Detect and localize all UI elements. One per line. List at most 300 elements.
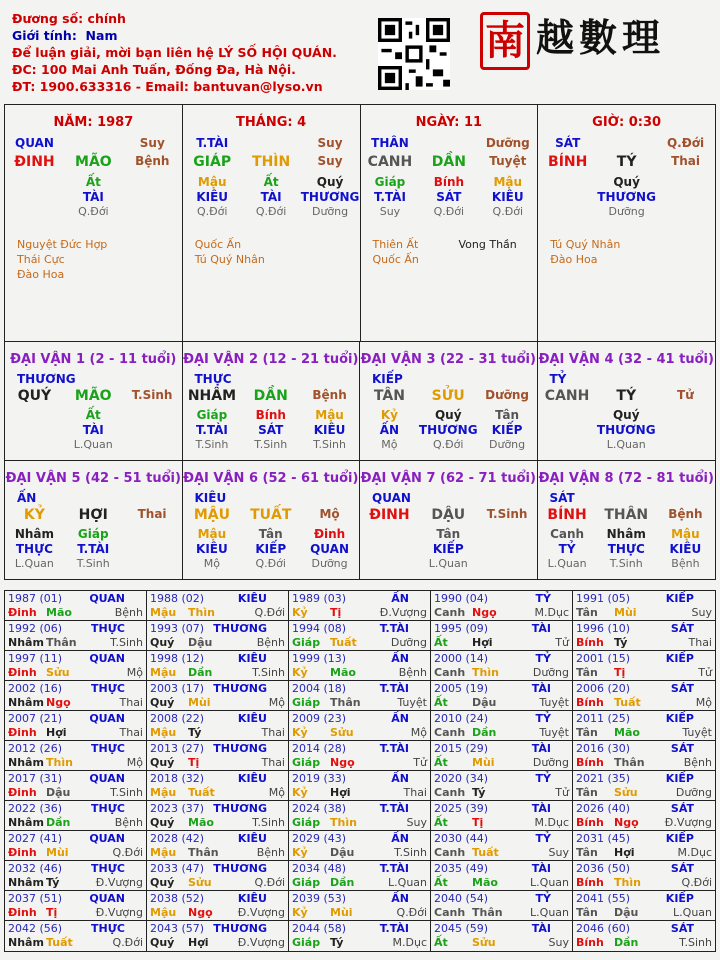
dai-van-title: ĐẠI VẬN 8 (72 - 81 tuổi) — [538, 470, 714, 486]
ten-god: T.TÀI — [196, 136, 229, 150]
year-branch: Mùi — [330, 906, 353, 919]
hidden-god: THƯƠNG — [597, 190, 656, 204]
year-stem: Kỷ — [292, 666, 308, 679]
hidden-stage: Dưỡng — [489, 438, 526, 451]
year-ten-god: KIÊU — [237, 712, 267, 725]
dai-van-title: ĐẠI VẬN 2 (12 - 21 tuổi) — [183, 352, 359, 367]
year-stage: Thai — [119, 726, 143, 739]
dai-van-ten-god: SÁT — [549, 490, 575, 505]
dai-van-5 — [5, 461, 183, 580]
year-stage: Q.Đới — [396, 906, 427, 919]
hidden-stem-cell — [183, 175, 242, 219]
year-stage: Bệnh — [256, 846, 285, 859]
year-label: 1991 (05) — [576, 592, 631, 605]
hidden-stage: Q.Đới — [433, 205, 465, 218]
hidden-stage: Q.Đới — [78, 205, 109, 218]
heavenly-stem: BÍNH — [548, 154, 588, 170]
hidden-stem-cell — [183, 527, 242, 571]
year-ten-god: TỶ — [535, 832, 551, 845]
year-cell — [147, 771, 289, 801]
year-cell — [147, 921, 289, 951]
year-top — [150, 892, 285, 906]
year-bottom — [434, 876, 569, 890]
hidden-god: TÀI — [260, 190, 282, 204]
year-label: 2039 (53) — [292, 892, 347, 905]
year-branch: Tý — [46, 876, 60, 889]
year-label: 1987 (01) — [8, 592, 63, 605]
year-stage: M.Dục — [534, 606, 569, 619]
growth-stage: Q.Đới — [666, 136, 705, 150]
earthly-branch: THÂN — [604, 506, 649, 523]
year-stage: Suy — [548, 846, 569, 859]
year-bottom — [8, 816, 143, 830]
year-cell — [5, 861, 147, 891]
year-branch: Tý — [330, 936, 344, 949]
hidden-stems — [183, 175, 360, 219]
year-ten-god: SÁT — [670, 682, 694, 695]
year-stem: Mậu — [150, 666, 177, 679]
year-top — [150, 592, 285, 606]
year-bottom — [434, 636, 569, 650]
year-cell — [147, 591, 289, 621]
year-ten-god: KIÊU — [237, 832, 267, 845]
year-stage: Tử — [698, 666, 712, 679]
dai-van-title: ĐẠI VẬN 3 (22 - 31 tuổi) — [360, 352, 536, 367]
year-top — [576, 652, 712, 666]
year-top — [150, 772, 285, 786]
year-cell — [5, 801, 147, 831]
year-bottom — [150, 636, 285, 650]
hidden-stage: Dưỡng — [311, 556, 348, 570]
year-ten-god: THƯƠNG — [213, 742, 267, 755]
year-stage: Tuyệt — [682, 726, 712, 739]
year-stage: L.Quan — [530, 906, 569, 919]
year-branch: Dậu — [472, 696, 497, 709]
hidden-god: THỰC — [15, 541, 53, 556]
year-bottom — [576, 906, 712, 920]
year-stem: Đinh — [8, 906, 37, 919]
year-label: 2026 (40) — [576, 802, 631, 815]
year-label: 1993 (07) — [150, 622, 205, 635]
year-branch: Tị — [46, 906, 58, 919]
year-branch: Mão — [188, 816, 214, 829]
year-stem: Kỷ — [292, 606, 308, 619]
year-top — [576, 832, 712, 846]
hidden-stem: Bính — [255, 408, 286, 422]
year-branch: Sửu — [614, 786, 638, 799]
year-bottom — [150, 696, 285, 710]
year-stem: Mậu — [150, 786, 177, 799]
hidden-god: KIẾP — [432, 541, 464, 556]
year-stage: L.Quan — [673, 906, 712, 919]
year-cell — [573, 621, 715, 651]
hidden-stage: T.Sinh — [254, 438, 288, 451]
year-label: 2001 (15) — [576, 652, 631, 665]
annual-luck-table — [4, 590, 716, 952]
four-pillars-panel — [4, 104, 716, 342]
hidden-stem-cell — [360, 527, 537, 571]
pillar-title: NĂM: 1987 — [53, 115, 134, 130]
year-label: 1992 (06) — [8, 622, 63, 635]
year-stem: Quý — [150, 636, 175, 649]
year-ten-god: KIÊU — [237, 592, 267, 605]
growth-stage: Bệnh — [668, 506, 703, 521]
growth-stage: T.Sinh — [486, 506, 528, 521]
year-label: 2025 (39) — [434, 802, 489, 815]
hidden-god: THƯƠNG — [418, 423, 478, 437]
year-stage: Mộ — [695, 696, 712, 709]
hidden-stem-cell — [183, 408, 242, 452]
year-ten-god: THƯƠNG — [213, 922, 267, 935]
earthly-branch: MÃO — [75, 154, 112, 170]
year-ten-god: THỰC — [91, 922, 125, 935]
spacer — [64, 136, 123, 150]
year-bottom — [576, 696, 712, 710]
year-top — [8, 832, 143, 846]
year-stage: Đ.Vượng — [664, 816, 712, 829]
year-top — [150, 922, 285, 936]
year-top — [8, 622, 143, 636]
year-ten-god: TÀI — [531, 682, 551, 695]
year-cell — [289, 861, 431, 891]
year-stage: Thai — [688, 636, 712, 649]
year-stage: Bệnh — [683, 756, 712, 769]
year-branch: Hợi — [188, 936, 209, 949]
year-cell — [147, 831, 289, 861]
year-top — [434, 832, 569, 846]
dai-van-stem-branch — [5, 507, 182, 523]
subject-name: Đương số: chính — [12, 11, 126, 26]
earthly-branch: TÝ — [616, 154, 637, 170]
year-top — [292, 652, 427, 666]
year-bottom — [8, 786, 143, 800]
year-ten-god: ẤN — [391, 832, 409, 845]
year-cell — [431, 921, 573, 951]
hidden-god: T.TÀI — [77, 541, 110, 556]
year-stem: Bính — [576, 876, 604, 889]
year-label: 2037 (51) — [8, 892, 63, 905]
year-stem: Ất — [434, 756, 448, 769]
dai-van-title: ĐẠI VẬN 6 (52 - 61 tuổi) — [183, 470, 359, 486]
dai-van-1 — [5, 342, 183, 461]
year-stage: M.Dục — [677, 846, 712, 859]
hidden-stem: Ất — [85, 175, 101, 189]
year-top — [150, 682, 285, 696]
hidden-god: TỶ — [558, 541, 576, 556]
hidden-stems — [5, 408, 182, 452]
hidden-stem-cell — [64, 527, 123, 571]
year-label: 2003 (17) — [150, 682, 205, 695]
year-ten-god: THƯƠNG — [213, 802, 267, 815]
year-bottom — [292, 846, 427, 860]
year-stem: Bính — [576, 816, 604, 829]
hidden-stage: L.Quan — [73, 438, 113, 451]
year-bottom — [150, 876, 285, 890]
year-top — [434, 802, 569, 816]
chart-header — [12, 10, 382, 95]
year-ten-god: KIẾP — [665, 832, 694, 845]
growth-stage: Tử — [677, 388, 694, 402]
year-ten-god: ẤN — [391, 592, 409, 605]
year-cell — [289, 621, 431, 651]
dai-van-4 — [538, 342, 716, 461]
year-stem: Quý — [150, 936, 175, 949]
year-stem: Giáp — [292, 756, 321, 769]
hidden-stem: Mậu — [493, 175, 523, 189]
year-ten-god: T.TÀI — [379, 802, 409, 815]
year-branch: Thân — [188, 846, 219, 859]
year-cell — [147, 801, 289, 831]
year-top — [150, 652, 285, 666]
star-name: Tú Quý Nhân — [550, 238, 621, 251]
hidden-stem-cell — [419, 175, 478, 219]
earthly-branch: THÌN — [252, 154, 291, 170]
year-stage: Tuyệt — [539, 726, 569, 739]
year-branch: Tý — [614, 636, 628, 649]
heavenly-stem: ĐINH — [369, 506, 410, 523]
year-ten-god: T.TÀI — [379, 682, 409, 695]
hidden-god: QUAN — [310, 541, 350, 556]
year-cell — [147, 891, 289, 921]
hidden-stem-cell — [656, 527, 715, 571]
year-label: 2010 (24) — [434, 712, 489, 725]
year-label: 1988 (02) — [150, 592, 205, 605]
year-label: 1996 (10) — [576, 622, 631, 635]
earthly-branch: DẦN — [431, 154, 466, 170]
year-label: 2009 (23) — [292, 712, 347, 725]
year-label: 2029 (43) — [292, 832, 347, 845]
year-ten-god: T.TÀI — [379, 742, 409, 755]
year-stage: Dưỡng — [532, 756, 569, 769]
year-bottom — [150, 786, 285, 800]
hidden-stem: Canh — [550, 526, 585, 541]
year-branch: Tị — [614, 666, 626, 679]
year-label: 2028 (42) — [150, 832, 205, 845]
year-ten-god: KIẾP — [665, 892, 694, 905]
star-name: Thiên Ất — [372, 238, 419, 251]
year-bottom — [434, 816, 569, 830]
red-seal-stamp: 南 — [480, 12, 530, 70]
year-label: 1990 (04) — [434, 592, 489, 605]
hidden-stem: Bính — [433, 175, 465, 189]
year-cell — [289, 741, 431, 771]
year-branch: Ngọ — [46, 696, 71, 709]
ten-god: SÁT — [555, 136, 581, 150]
hidden-stem: Mậu — [671, 526, 700, 541]
year-branch: Dần — [188, 666, 213, 679]
hidden-stage: Q.Đới — [433, 438, 464, 451]
hidden-stage: Q.Đới — [255, 205, 287, 218]
year-branch: Hợi — [330, 786, 351, 799]
year-ten-god: SÁT — [670, 622, 694, 635]
branch-stage: Bệnh — [135, 154, 170, 168]
year-branch: Tị — [330, 606, 342, 619]
dai-van-6 — [183, 461, 361, 580]
year-ten-god: TÀI — [531, 922, 551, 935]
hidden-stem-cell — [300, 408, 359, 452]
hidden-god: KIÊU — [196, 190, 229, 204]
qr-code[interactable] — [378, 18, 450, 90]
year-ten-god: KIẾP — [665, 712, 694, 725]
year-stem: Canh — [434, 846, 466, 859]
year-ten-god: THỰC — [91, 622, 125, 635]
earthly-branch: DẬU — [431, 506, 466, 523]
year-bottom — [434, 936, 569, 950]
year-stem: Bính — [576, 936, 604, 949]
year-cell — [431, 741, 573, 771]
year-stage: Dưỡng — [390, 636, 427, 649]
star-name: Quốc Ấn — [194, 238, 242, 251]
dai-van-8 — [538, 461, 716, 580]
hidden-stage: Q.Đới — [196, 205, 228, 218]
year-ten-god: TỶ — [535, 652, 551, 665]
year-stage: Thai — [261, 756, 285, 769]
year-top — [576, 622, 712, 636]
year-label: 2036 (50) — [576, 862, 631, 875]
year-branch: Tý — [188, 726, 202, 739]
year-cell — [573, 831, 715, 861]
year-cell — [147, 711, 289, 741]
year-cell — [289, 831, 431, 861]
year-cell — [431, 711, 573, 741]
dai-van-ten-god: QUAN — [372, 490, 411, 505]
year-cell — [289, 801, 431, 831]
hidden-stem-cell — [360, 408, 419, 452]
year-top — [576, 682, 712, 696]
year-branch: Thìn — [614, 876, 641, 889]
hidden-stem-cell — [597, 527, 656, 571]
hidden-stem-cell — [242, 175, 301, 219]
year-top — [434, 682, 569, 696]
year-ten-god: THỰC — [91, 862, 125, 875]
year-ten-god: T.TÀI — [379, 862, 409, 875]
year-stem: Đinh — [8, 666, 37, 679]
star-name: Đào Hoa — [17, 268, 65, 281]
year-label: 2005 (19) — [434, 682, 489, 695]
year-stem: Đinh — [8, 846, 37, 859]
year-ten-god: TÀI — [531, 742, 551, 755]
year-cell — [431, 861, 573, 891]
year-ten-god: SÁT — [670, 742, 694, 755]
year-cell — [5, 651, 147, 681]
year-stem: Nhâm — [8, 936, 44, 949]
year-branch: Thìn — [46, 756, 73, 769]
growth-stage: Dưỡng — [485, 136, 530, 150]
hidden-stage: Mộ — [203, 556, 221, 570]
year-stage: Đ.Vượng — [237, 936, 285, 949]
year-cell — [289, 771, 431, 801]
year-stage: Q.Đới — [254, 876, 285, 889]
hidden-stem-cell — [538, 175, 715, 219]
heavenly-stem: CANH — [544, 388, 590, 404]
year-label: 2011 (25) — [576, 712, 631, 725]
star-name: Thái Cực — [17, 253, 65, 266]
branch-stage: Thai — [671, 154, 701, 168]
hidden-stem-cell — [5, 527, 64, 571]
hidden-god: THƯƠNG — [596, 423, 656, 437]
year-label: 2004 (18) — [292, 682, 347, 695]
year-cell — [573, 801, 715, 831]
year-branch: Ngọ — [472, 606, 497, 619]
year-stem: Tân — [576, 726, 598, 739]
year-cell — [573, 771, 715, 801]
pillar-ten-god-row — [183, 136, 360, 150]
year-stem: Ất — [434, 816, 448, 829]
year-bottom — [8, 666, 143, 680]
year-stem: Kỷ — [292, 786, 308, 799]
year-bottom — [8, 936, 143, 950]
year-stem: Kỷ — [292, 906, 308, 919]
year-bottom — [576, 936, 712, 950]
hidden-stage: Q.Đới — [255, 556, 286, 570]
year-top — [8, 712, 143, 726]
hidden-stem: Mậu — [315, 408, 344, 422]
year-stem: Tân — [576, 666, 598, 679]
year-bottom — [576, 756, 712, 770]
year-branch: Dần — [46, 816, 71, 829]
year-cell — [5, 831, 147, 861]
year-bottom — [150, 726, 285, 740]
year-label: 2006 (20) — [576, 682, 631, 695]
dai-van-stem-branch — [183, 388, 360, 404]
year-stage: Thai — [261, 726, 285, 739]
dai-van-panel — [4, 342, 716, 580]
year-stem: Đinh — [8, 786, 37, 799]
year-ten-god: KIẾP — [665, 592, 694, 605]
year-ten-god: T.TÀI — [379, 922, 409, 935]
year-label: 1989 (03) — [292, 592, 347, 605]
hidden-stage: L.Quan — [547, 556, 587, 570]
year-ten-god: TỶ — [535, 592, 551, 605]
year-bottom — [8, 696, 143, 710]
spacer — [242, 136, 301, 150]
year-stem: Bính — [576, 636, 604, 649]
year-stem: Mậu — [150, 846, 177, 859]
year-branch: Ngọ — [188, 906, 213, 919]
year-branch: Mùi — [472, 756, 495, 769]
year-branch: Tuất — [472, 846, 499, 859]
pillar-title: NGÀY: 11 — [415, 115, 483, 130]
year-stage: M.Dục — [392, 936, 427, 949]
year-stem: Ất — [434, 696, 448, 709]
year-bottom — [576, 636, 712, 650]
year-bottom — [292, 726, 427, 740]
year-top — [576, 712, 712, 726]
year-stage: T.Sinh — [394, 846, 427, 859]
year-branch: Tuất — [614, 696, 641, 709]
year-bottom — [8, 636, 143, 650]
year-top — [576, 892, 712, 906]
year-cell — [573, 921, 715, 951]
hidden-god: T.TÀI — [373, 190, 406, 204]
pillar-4 — [538, 105, 715, 341]
year-branch: Sửu — [330, 726, 354, 739]
year-bottom — [434, 756, 569, 770]
year-stage: Mộ — [410, 726, 427, 739]
year-branch: Dậu — [46, 786, 71, 799]
earthly-branch: TÝ — [616, 388, 637, 404]
hidden-stems — [5, 527, 182, 571]
contact-line: Để luận giải, mời bạn liên hệ LÝ SỐ HỘI QUÁN. — [12, 45, 337, 60]
year-stem: Nhâm — [8, 876, 44, 889]
growth-stage: Suy — [139, 136, 165, 150]
hidden-stage: T.Sinh — [76, 556, 110, 570]
year-branch: Mão — [614, 726, 640, 739]
heavenly-stem: TÂN — [373, 388, 405, 404]
year-top — [150, 622, 285, 636]
dai-van-title: ĐẠI VẬN 1 (2 - 11 tuổi) — [10, 352, 177, 367]
hidden-stem-cell — [5, 408, 182, 452]
